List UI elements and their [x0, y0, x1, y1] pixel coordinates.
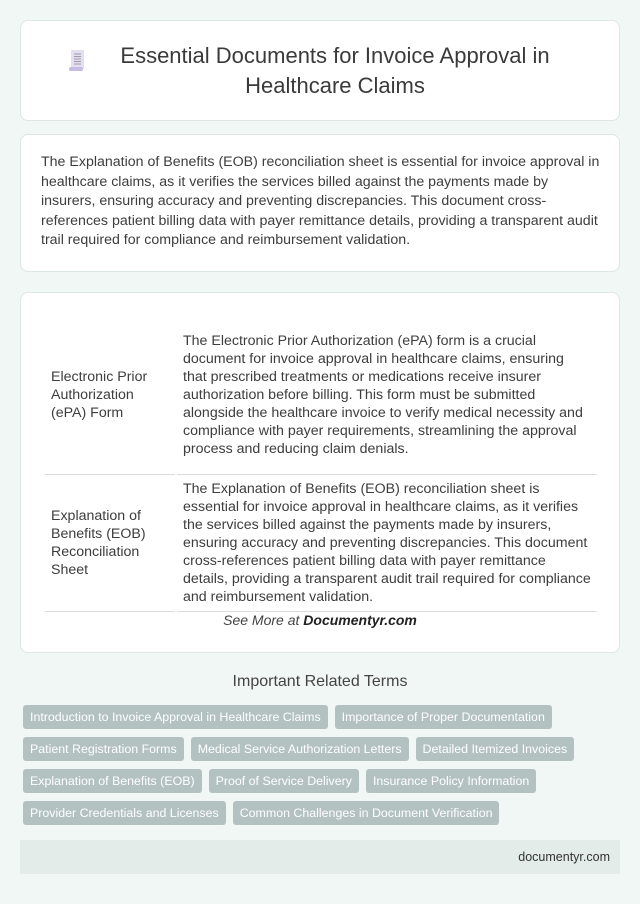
footer-site-link[interactable]: documentyr.com — [518, 850, 610, 864]
table-row — [45, 315, 597, 475]
documents-table — [43, 315, 599, 612]
document-term: Electronic Prior Authorization (ePA) Form — [45, 315, 175, 475]
document-term: Explanation of Benefits (EOB) Reconciliation Sheet — [45, 475, 175, 612]
related-term-tag[interactable]: Detailed Itemized Invoices — [416, 737, 575, 761]
document-description: The Electronic Prior Authorization (ePA) form is a crucial document for invoice approval in healthcare claims, ensuring that prescribed treatments or medications receive insurer authorization before billing. This form must be submitted alongside the healthcare invoice to verify medical necessity and compliance with payer requirements, streamlining the approval process and reducing claim denials. — [177, 315, 597, 475]
documents-card — [20, 292, 620, 653]
see-more-line — [21, 612, 619, 628]
related-terms-title: Important Related Terms — [232, 673, 408, 690]
related-term-tag[interactable]: Medical Service Authorization Letters — [191, 737, 409, 761]
see-more-link[interactable]: Documentyr.com — [303, 612, 417, 628]
document-description: The Explanation of Benefits (EOB) reconciliation sheet is essential for invoice approval in healthcare claims, as it verifies the services billed against the payments made by insurers, ensuring accuracy and preventing discrepancies. This document cross-references patient billing data with payer remittance details, providing a transparent audit trail required for compliance and reimbursement validation. — [177, 475, 597, 612]
related-term-tag[interactable]: Proof of Service Delivery — [209, 769, 359, 793]
footer — [20, 840, 620, 874]
summary-text: The Explanation of Benefits (EOB) reconciliation sheet is essential for invoice approval in healthcare claims, as it verifies the services billed against the payments made by insurers, ensuring accuracy and preventing discrepancies. This document cross-references patient billing data with payer remittance details, providing a transparent audit trail required for compliance and reimbursement validation. — [41, 154, 600, 248]
table-row — [45, 475, 597, 612]
related-terms-tags — [23, 705, 603, 825]
related-term-tag[interactable]: Importance of Proper Documentation — [335, 705, 552, 729]
related-term-tag[interactable]: Common Challenges in Document Verification — [233, 801, 500, 825]
related-term-tag[interactable]: Patient Registration Forms — [23, 737, 184, 761]
header-card — [20, 20, 620, 121]
related-term-tag[interactable]: Provider Credentials and Licenses — [23, 801, 226, 825]
page-title: Essential Documents for Invoice Approval in Healthcare Claims — [120, 42, 550, 98]
related-term-tag[interactable]: Introduction to Invoice Approval in Healthcare Claims — [23, 705, 328, 729]
related-term-tag[interactable]: Insurance Policy Information — [366, 769, 536, 793]
see-more-prefix: See More at — [223, 612, 304, 628]
summary-card — [20, 134, 620, 272]
related-term-tag[interactable]: Explanation of Benefits (EOB) — [23, 769, 202, 793]
